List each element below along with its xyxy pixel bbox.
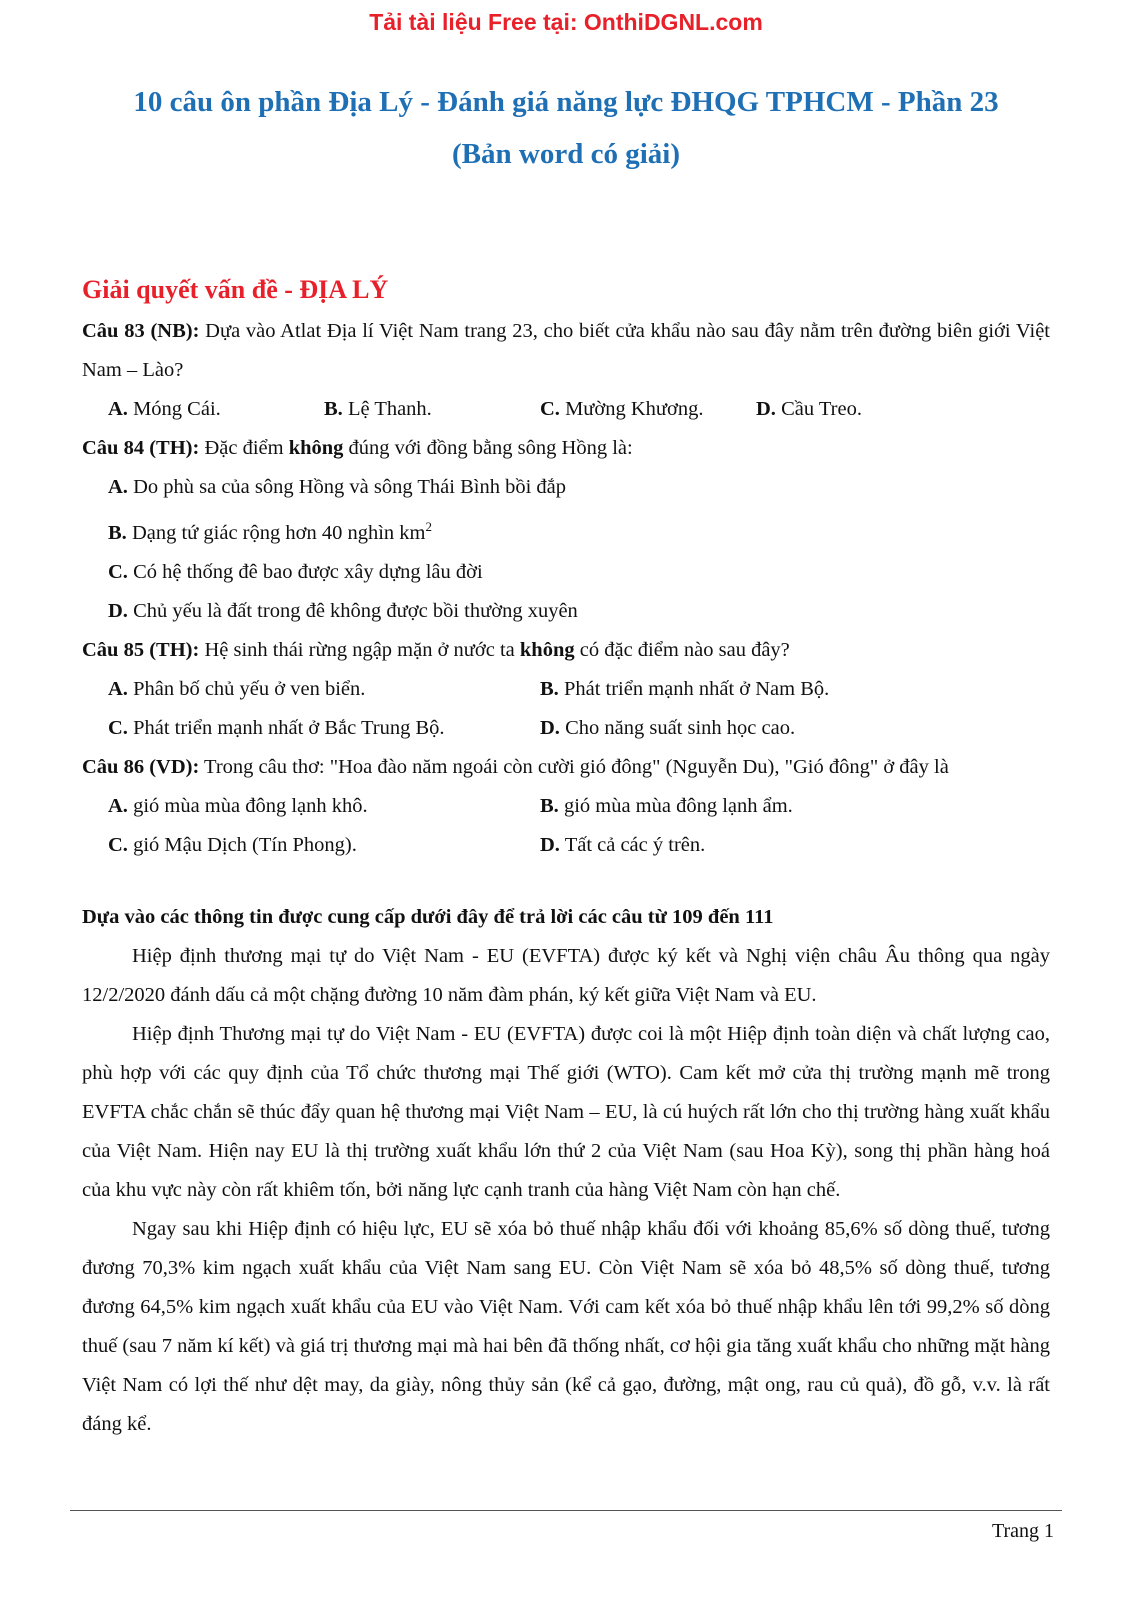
option-d: D. Cầu Treo. [756,398,862,420]
emphasis-word: không [519,638,575,661]
question-label: Câu 84 (TH): [82,437,200,459]
option-a: A. gió mùa mùa đông lạnh khô. [108,794,368,817]
option-a: A. Móng Cái. [108,398,221,420]
options-86-row1 [82,787,1050,826]
question-label: Câu 86 (VD): [82,755,200,778]
option-d: D. Tất cả các ý trên. [540,833,706,856]
options-85-row2 [82,709,1050,748]
passage-paragraph: Hiệp định Thương mại tự do Việt Nam - EU (EVFTA) được coi là một Hiệp định toàn diện và chất lượng cao, phù hợp với các quy định của Tổ chức thương mại Thế giới (WTO). Cam kết mở cửa thị trường mạnh mẽ trong EVFTA chắc chắn sẽ thúc đẩy quan hệ thương mại Việt Nam – EU, là cú huých rất lớn cho thị trường hàng xuất khẩu của Việt Nam. Hiện nay EU là thị trường xuất khẩu lớn thứ 2 của Việt Nam (sau Hoa Kỳ), song thị phần hàng hoá của khu vực này còn rất khiêm tốn, bởi năng lực cạnh tranh của hàng Việt Nam còn hạn chế. [82,1022,1050,1201]
emphasis-word: không [288,437,344,459]
question-text: Dựa vào Atlat Địa lí Việt Nam trang 23, cho biết cửa khẩu nào sau đây nằm trên đường biên giới Việt Nam – Lào? [82,320,1050,381]
option-c: C. Phát triển mạnh nhất ở Bắc Trung Bộ. [108,716,445,739]
question-85: Câu 85 (TH): Hệ sinh thái rừng ngập mặn ở nước ta không có đặc điểm nào sau đây? [82,638,790,661]
download-banner[interactable]: Tải tài liệu Free tại: OnthiDGNL.com [369,9,763,35]
option-b: B. Phát triển mạnh nhất ở Nam Bộ. [540,677,830,700]
title-line-1: 10 câu ôn phần Địa Lý - Đánh giá năng lực ĐHQG TPHCM - Phần 23 [133,86,999,118]
question-label: Câu 85 (TH): [82,638,200,661]
option-a: A. Phân bố chủ yếu ở ven biển. [108,677,366,700]
passage-heading: Dựa vào các thông tin được cung cấp dưới đây để trả lời các câu từ 109 đến 111 [82,905,774,928]
title-line-2: (Bản word có giải) [452,138,680,170]
question-label: Câu 83 (NB): [82,320,200,342]
passage-paragraph: Hiệp định thương mại tự do Việt Nam - EU (EVFTA) được ký kết và Nghị viện châu Âu thông qua ngày 12/2/2020 đánh dấu cả một chặng đường 10 năm đàm phán, ký kết giữa Việt Nam và EU. [82,944,1050,1006]
question-84: Câu 84 (TH): Đặc điểm không đúng với đồng bằng sông Hồng là: [82,437,633,459]
document-title [60,76,1072,180]
options-83 [82,390,1050,429]
option-b: B. Dạng tứ giác rộng hơn 40 nghìn $km^2$ [108,519,432,544]
option-b: B. Lệ Thanh. [324,398,432,420]
question-text: Trong câu thơ: "Hoa đào năm ngoái còn cười gió đông" (Nguyễn Du), "Gió đông" ở đây là [199,755,949,778]
options-86-row2 [82,826,1050,865]
option-c: C. Mường Khương. [540,398,704,420]
options-85-row1 [82,670,1050,709]
question-83 [82,312,1050,390]
footer-divider [70,1510,1062,1511]
option-a: A. Do phù sa của sông Hồng và sông Thái Bình bồi đắp [108,476,566,498]
page-number: Trang 1 [991,1520,1054,1542]
option-c: C. Có hệ thống đê bao được xây dựng lâu đời [108,560,483,583]
question-86 [82,748,1050,787]
option-b: B. gió mùa mùa đông lạnh ẩm. [540,794,793,817]
option-d: D. Chủ yếu là đất trong đê không được bồi thường xuyên [108,599,578,622]
option-d: D. Cho năng suất sinh học cao. [540,716,796,739]
passage-paragraph: Ngay sau khi Hiệp định có hiệu lực, EU sẽ xóa bỏ thuế nhập khẩu đối với khoảng 85,6% số dòng thuế, tương đương 70,3% kim ngạch xuất khẩu của Việt Nam sang EU. Còn Việt Nam sẽ xóa bỏ 48,5% số dòng thuế, tương đương 64,5% kim ngạch xuất khẩu của EU vào Việt Nam. Với cam kết xóa bỏ thuế nhập khẩu lên tới 99,2% số dòng thuế (sau 7 năm kí kết) và giá trị thương mại mà hai bên đã thống nhất, cơ hội gia tăng xuất khẩu cho những mặt hàng Việt Nam có lợi thế như dệt may, da giày, nông thủy sản (kể cả gạo, đường, mật ong, rau củ quả), đồ gỗ, v.v. là rất đáng kể. [82,1217,1050,1435]
document-body [82,270,1050,1444]
option-c: C. gió Mậu Dịch (Tín Phong). [108,833,357,856]
section-heading: Giải quyết vấn đề - ĐỊA LÝ [82,275,389,304]
